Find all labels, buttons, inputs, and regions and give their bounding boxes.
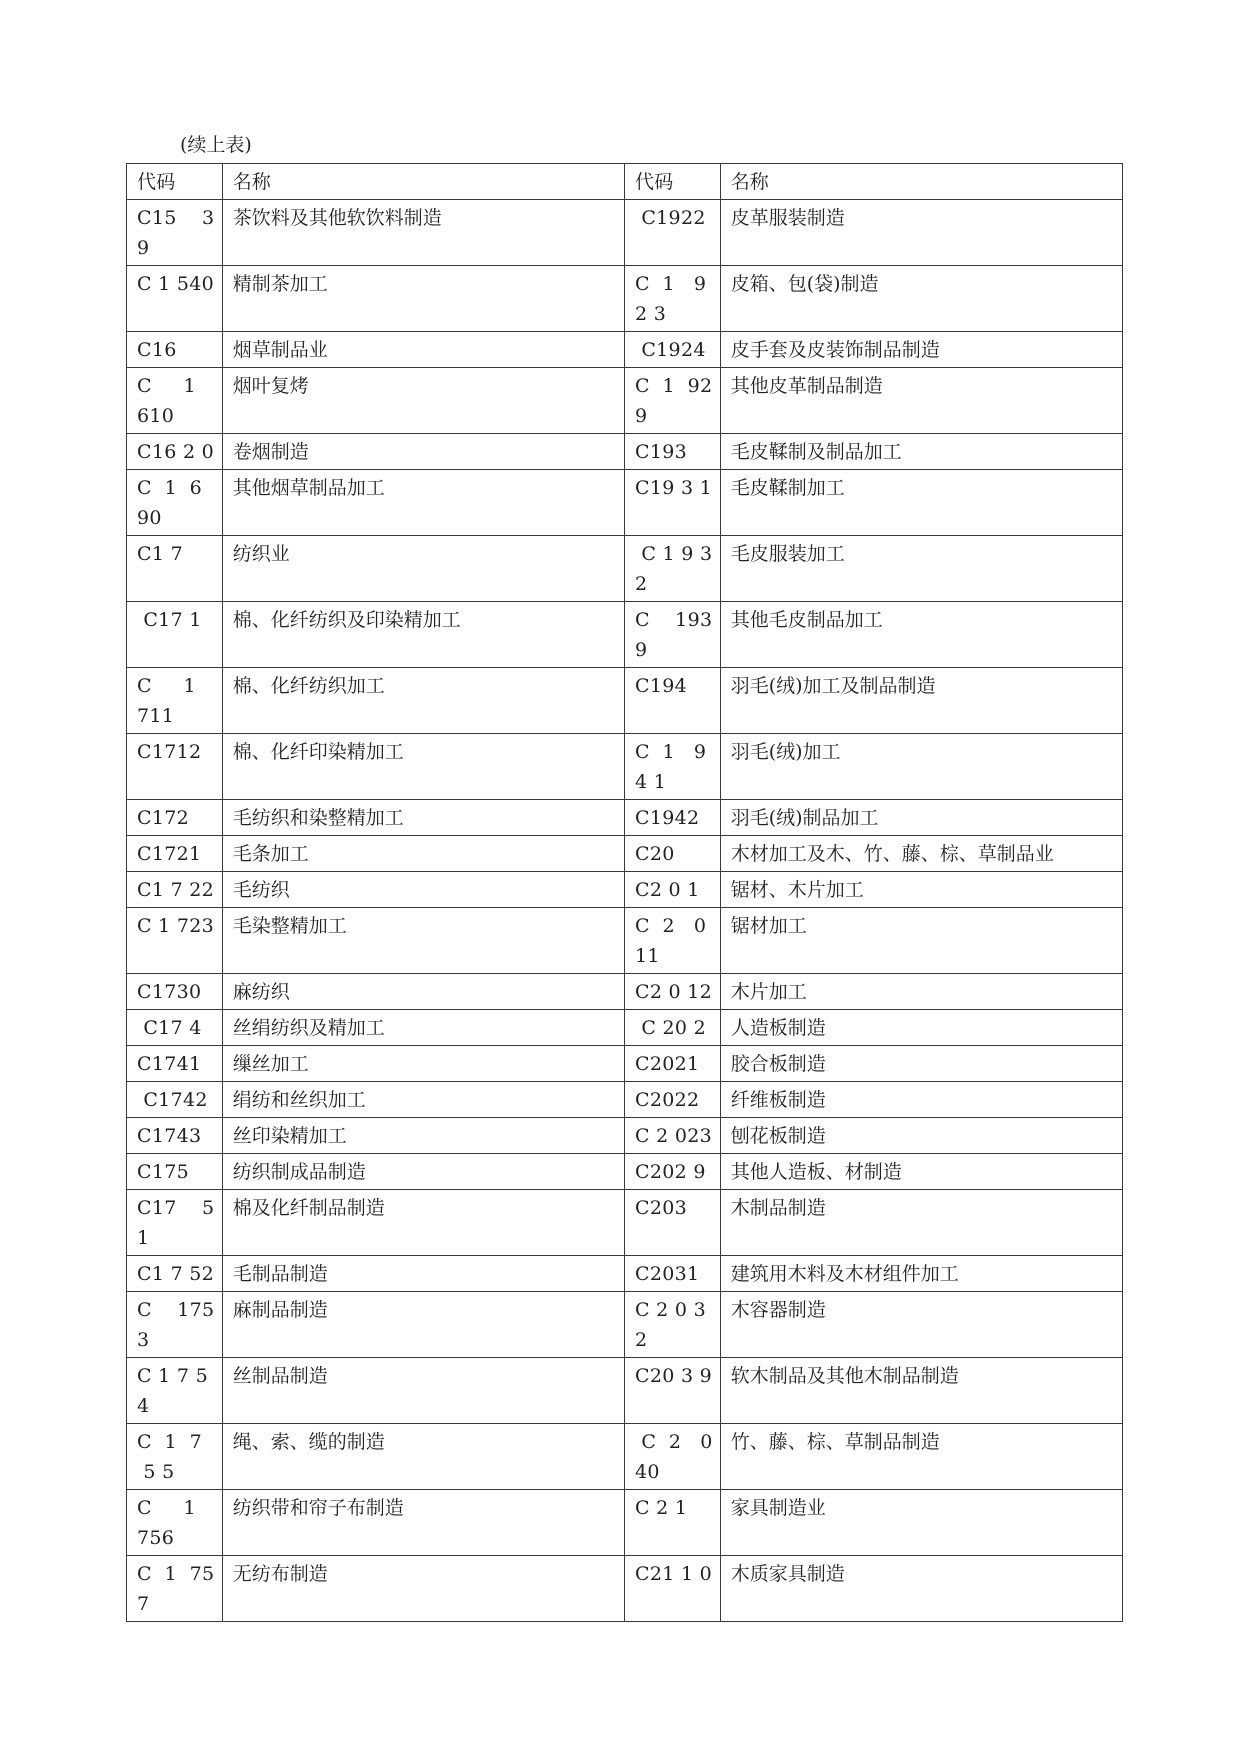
code-cell-left: C 1 7 5 5 — [127, 1424, 223, 1490]
code-cell-right: C 2 1 — [624, 1490, 720, 1556]
table-row — [127, 536, 1123, 602]
code-cell-right: C20 3 9 — [624, 1358, 720, 1424]
code-cell-right: C193 — [624, 434, 720, 470]
name-cell-right: 刨花板制造 — [720, 1118, 1122, 1154]
table-row — [127, 1424, 1123, 1490]
code-cell-right: C 2 0 40 — [624, 1424, 720, 1490]
table-row — [127, 836, 1123, 872]
code-cell-left: C 1 723 — [127, 908, 223, 974]
code-cell-left: C16 — [127, 332, 223, 368]
code-cell-left: C 1 711 — [127, 668, 223, 734]
code-cell-right: C 2 0 3 2 — [624, 1292, 720, 1358]
table-row — [127, 434, 1123, 470]
code-cell-left: C17 1 — [127, 602, 223, 668]
name-cell-left: 纺织带和帘子布制造 — [222, 1490, 624, 1556]
code-cell-right: C202 9 — [624, 1154, 720, 1190]
code-cell-right: C2021 — [624, 1046, 720, 1082]
name-cell-right: 羽毛(绒)制品加工 — [720, 800, 1122, 836]
code-cell-right: C1922 — [624, 200, 720, 266]
table-row — [127, 200, 1123, 266]
table-row — [127, 800, 1123, 836]
code-cell-right: C21 1 0 — [624, 1556, 720, 1622]
table-row — [127, 1292, 1123, 1358]
table-row — [127, 668, 1123, 734]
table-row — [127, 266, 1123, 332]
code-cell-left: C175 — [127, 1154, 223, 1190]
code-cell-left: C16 2 0 — [127, 434, 223, 470]
table-row — [127, 1556, 1123, 1622]
code-cell-right: C 2 023 — [624, 1118, 720, 1154]
code-cell-right: C 1 9 3 2 — [624, 536, 720, 602]
name-cell-left: 棉、化纤印染精加工 — [222, 734, 624, 800]
table-row — [127, 908, 1123, 974]
table-row — [127, 1256, 1123, 1292]
name-cell-left: 纺织制成品制造 — [222, 1154, 624, 1190]
table-row — [127, 602, 1123, 668]
name-cell-right: 羽毛(绒)加工及制品制造 — [720, 668, 1122, 734]
name-cell-left: 毛染整精加工 — [222, 908, 624, 974]
name-cell-right: 纤维板制造 — [720, 1082, 1122, 1118]
code-cell-left: C1 7 52 — [127, 1256, 223, 1292]
name-cell-right: 羽毛(绒)加工 — [720, 734, 1122, 800]
industry-code-table — [126, 163, 1123, 1622]
table-row — [127, 1118, 1123, 1154]
code-cell-right: C 2 0 11 — [624, 908, 720, 974]
table-row — [127, 1490, 1123, 1556]
name-cell-right: 皮手套及皮装饰制品制造 — [720, 332, 1122, 368]
name-cell-right: 软木制品及其他木制品制造 — [720, 1358, 1122, 1424]
name-cell-left: 无纺布制造 — [222, 1556, 624, 1622]
name-cell-left: 毛纺织和染整精加工 — [222, 800, 624, 836]
name-cell-right: 锯材、木片加工 — [720, 872, 1122, 908]
code-cell-left: C1742 — [127, 1082, 223, 1118]
code-cell-left: C1721 — [127, 836, 223, 872]
code-cell-left: C 1 540 — [127, 266, 223, 332]
table-row — [127, 1154, 1123, 1190]
name-cell-left: 毛制品制造 — [222, 1256, 624, 1292]
code-cell-right: C2022 — [624, 1082, 720, 1118]
name-cell-right: 毛皮鞣制及制品加工 — [720, 434, 1122, 470]
code-cell-left: C1 7 — [127, 536, 223, 602]
code-cell-right: C1924 — [624, 332, 720, 368]
table-row — [127, 1358, 1123, 1424]
code-cell-right: C2 0 12 — [624, 974, 720, 1010]
name-cell-right: 其他毛皮制品加工 — [720, 602, 1122, 668]
name-cell-left: 其他烟草制品加工 — [222, 470, 624, 536]
code-cell-right: C19 3 1 — [624, 470, 720, 536]
header-code-right: 代码 — [624, 164, 720, 200]
code-cell-left: C1743 — [127, 1118, 223, 1154]
header-name-right: 名称 — [720, 164, 1122, 200]
name-cell-right: 胶合板制造 — [720, 1046, 1122, 1082]
name-cell-right: 皮革服装制造 — [720, 200, 1122, 266]
table-row — [127, 368, 1123, 434]
header-code-left: 代码 — [127, 164, 223, 200]
name-cell-left: 卷烟制造 — [222, 434, 624, 470]
table-row — [127, 1010, 1123, 1046]
name-cell-right: 人造板制造 — [720, 1010, 1122, 1046]
name-cell-right: 家具制造业 — [720, 1490, 1122, 1556]
code-cell-left: C1741 — [127, 1046, 223, 1082]
name-cell-right: 木片加工 — [720, 974, 1122, 1010]
name-cell-left: 棉及化纤制品制造 — [222, 1190, 624, 1256]
code-cell-left: C1 7 22 — [127, 872, 223, 908]
name-cell-left: 烟草制品业 — [222, 332, 624, 368]
name-cell-left: 棉、化纤纺织加工 — [222, 668, 624, 734]
table-header-row — [127, 164, 1123, 200]
code-cell-left: C17 5 1 — [127, 1190, 223, 1256]
name-cell-left: 精制茶加工 — [222, 266, 624, 332]
name-cell-left: 麻制品制造 — [222, 1292, 624, 1358]
name-cell-left: 茶饮料及其他软饮料制造 — [222, 200, 624, 266]
table-continuation-caption: (续上表) — [180, 134, 252, 156]
code-cell-right: C1942 — [624, 800, 720, 836]
code-cell-right: C2031 — [624, 1256, 720, 1292]
table-row — [127, 332, 1123, 368]
code-cell-right: C194 — [624, 668, 720, 734]
table-row — [127, 1082, 1123, 1118]
table-body — [127, 200, 1123, 1622]
name-cell-right: 木材加工及木、竹、藤、棕、草制品业 — [720, 836, 1122, 872]
code-cell-left: C 1 610 — [127, 368, 223, 434]
code-cell-left: C15 3 9 — [127, 200, 223, 266]
code-cell-left: C17 4 — [127, 1010, 223, 1046]
code-cell-right: C 1 9 4 1 — [624, 734, 720, 800]
name-cell-left: 麻纺织 — [222, 974, 624, 1010]
code-cell-left: C 1 756 — [127, 1490, 223, 1556]
code-cell-right: C203 — [624, 1190, 720, 1256]
name-cell-left: 毛条加工 — [222, 836, 624, 872]
name-cell-left: 纺织业 — [222, 536, 624, 602]
name-cell-right: 木制品制造 — [720, 1190, 1122, 1256]
name-cell-left: 棉、化纤纺织及印染精加工 — [222, 602, 624, 668]
name-cell-right: 锯材加工 — [720, 908, 1122, 974]
table-row — [127, 974, 1123, 1010]
name-cell-right: 其他皮革制品制造 — [720, 368, 1122, 434]
table-row — [127, 872, 1123, 908]
code-cell-left: C1712 — [127, 734, 223, 800]
name-cell-right: 皮箱、包(袋)制造 — [720, 266, 1122, 332]
table-row — [127, 470, 1123, 536]
code-cell-right: C 1 92 9 — [624, 368, 720, 434]
code-cell-right: C 193 9 — [624, 602, 720, 668]
header-name-left: 名称 — [222, 164, 624, 200]
name-cell-right: 毛皮鞣制加工 — [720, 470, 1122, 536]
code-cell-left: C1730 — [127, 974, 223, 1010]
name-cell-left: 绢纺和丝织加工 — [222, 1082, 624, 1118]
code-cell-left: C 175 3 — [127, 1292, 223, 1358]
code-cell-right: C 1 9 2 3 — [624, 266, 720, 332]
code-cell-left: C 1 6 90 — [127, 470, 223, 536]
name-cell-left: 丝制品制造 — [222, 1358, 624, 1424]
name-cell-left: 丝印染精加工 — [222, 1118, 624, 1154]
table-row — [127, 1046, 1123, 1082]
code-cell-right: C 20 2 — [624, 1010, 720, 1046]
table-row — [127, 1190, 1123, 1256]
name-cell-right: 建筑用木料及木材组件加工 — [720, 1256, 1122, 1292]
name-cell-left: 缫丝加工 — [222, 1046, 624, 1082]
code-cell-left: C 1 75 7 — [127, 1556, 223, 1622]
name-cell-right: 其他人造板、材制造 — [720, 1154, 1122, 1190]
name-cell-right: 竹、藤、棕、草制品制造 — [720, 1424, 1122, 1490]
name-cell-left: 丝绢纺织及精加工 — [222, 1010, 624, 1046]
name-cell-right: 毛皮服装加工 — [720, 536, 1122, 602]
table-row — [127, 734, 1123, 800]
name-cell-left: 烟叶复烤 — [222, 368, 624, 434]
code-cell-right: C20 — [624, 836, 720, 872]
code-cell-right: C2 0 1 — [624, 872, 720, 908]
name-cell-right: 木容器制造 — [720, 1292, 1122, 1358]
code-cell-left: C 1 7 5 4 — [127, 1358, 223, 1424]
name-cell-right: 木质家具制造 — [720, 1556, 1122, 1622]
name-cell-left: 毛纺织 — [222, 872, 624, 908]
code-cell-left: C172 — [127, 800, 223, 836]
name-cell-left: 绳、索、缆的制造 — [222, 1424, 624, 1490]
